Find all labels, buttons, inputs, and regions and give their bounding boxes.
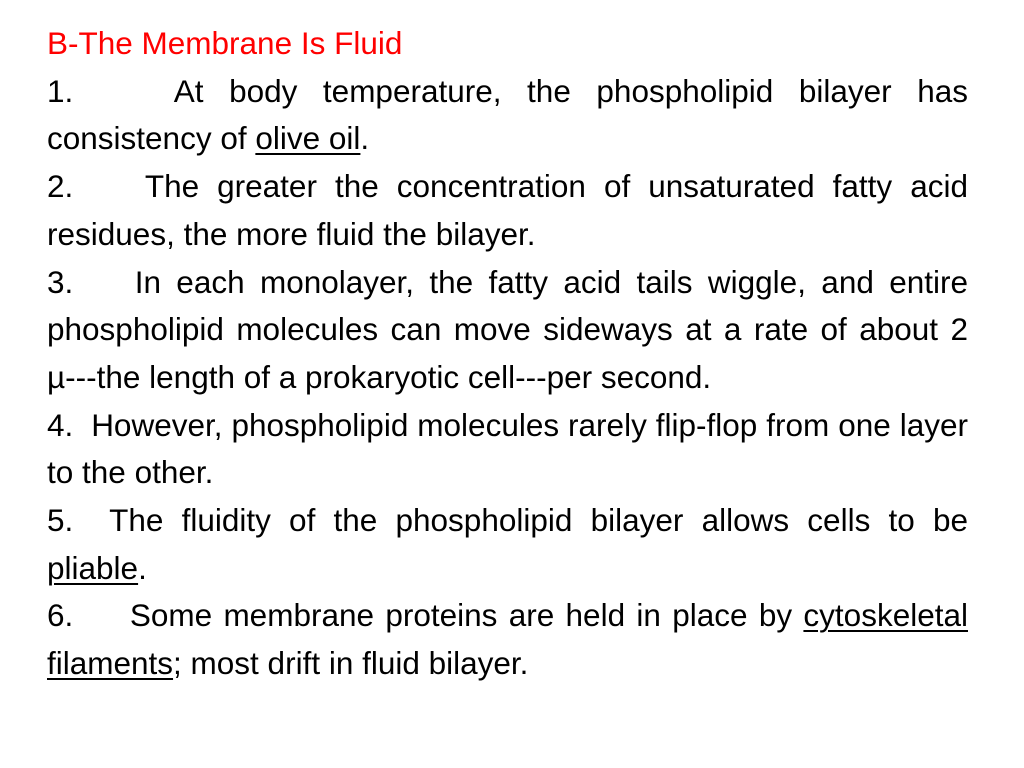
item-number: 4. [47, 406, 74, 443]
list-item-6 [47, 592, 968, 687]
item-text: Some membrane proteins are held in place by [129, 597, 804, 634]
item-text: However, phospholipid molecules rarely flip-flop from one layer to the other. [47, 406, 968, 491]
item-number: 2. [47, 168, 74, 205]
list-item-1 [47, 68, 968, 163]
item-text: The fluidity of the phospholipid bilayer allows cells to be [109, 502, 969, 539]
item-number: 6. [47, 597, 74, 634]
item-text-end: . [138, 549, 147, 586]
item-text: The greater the concentration of unsaturated fatty acid residues, the more fluid the bilayer. [47, 168, 968, 252]
slide-content [47, 20, 968, 688]
list-item-5 [47, 497, 968, 592]
underlined-term-cytoskeletal-filaments: cytoskeletal filaments [47, 597, 968, 682]
underlined-term-pliable: pliable [47, 549, 139, 586]
list-item-3 [47, 259, 968, 402]
underlined-term-olive-oil: olive oil [255, 120, 361, 157]
item-text: In each monolayer, the fatty acid tails wiggle, and entire phospholipid molecules can move sideways at a rate of about 2 µ---the length of a prokaryotic cell---per second. [47, 263, 969, 395]
item-text: At body temperature, the phospholipid bilayer has consistency of [47, 72, 968, 157]
list-item-4 [47, 402, 968, 497]
list-item-2 [47, 163, 968, 258]
item-text-end: . [360, 120, 370, 157]
slide-title: B-The Membrane Is Fluid [47, 25, 403, 61]
item-number: 3. [47, 263, 74, 300]
item-number: 1. [47, 72, 74, 109]
item-number: 5. [47, 502, 74, 539]
item-text-end: ; most drift in fluid bilayer. [173, 645, 529, 682]
